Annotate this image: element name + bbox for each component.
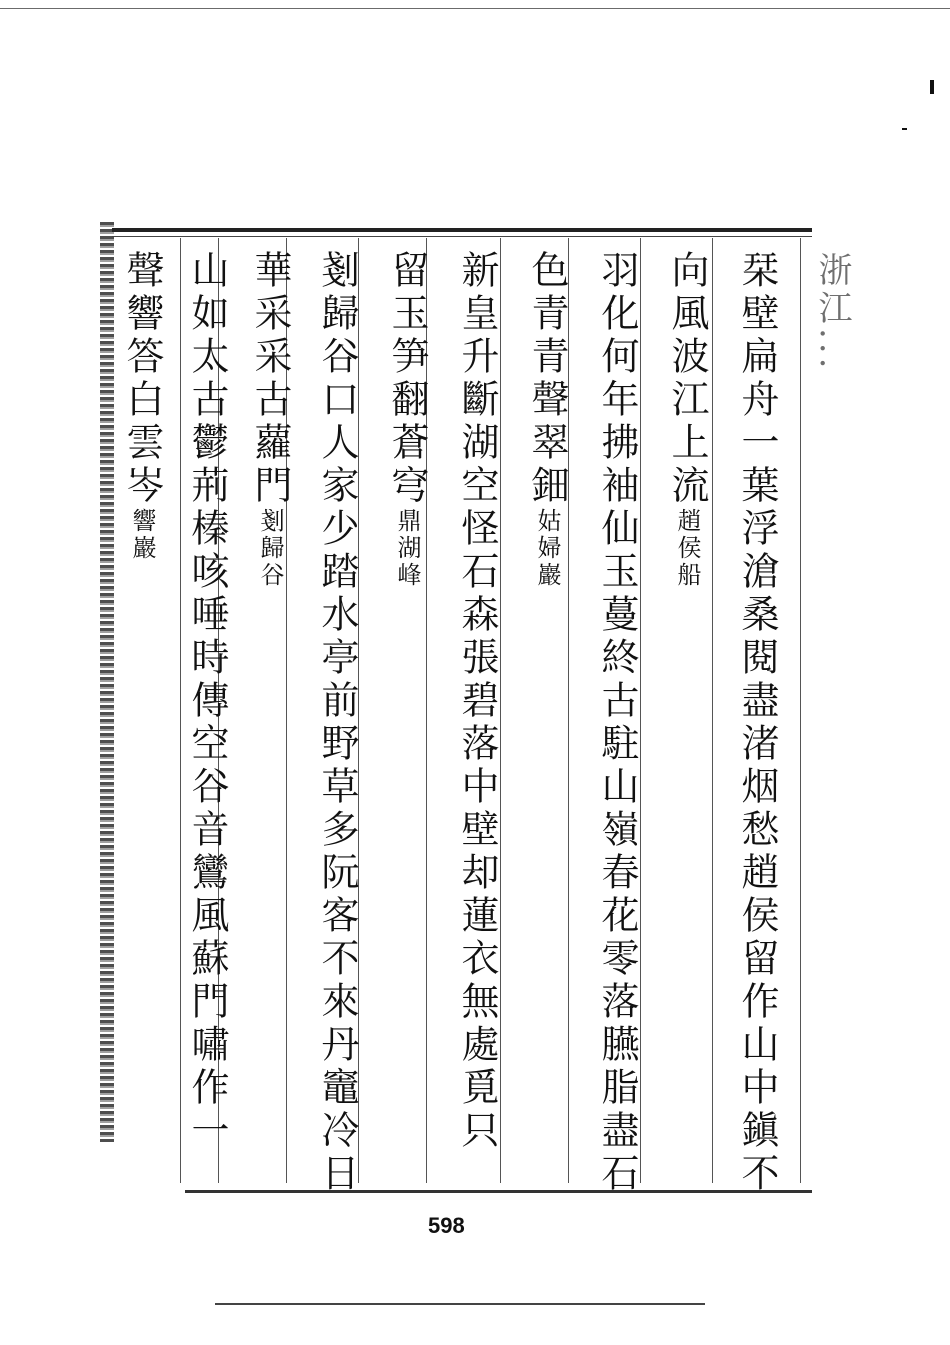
- poem-line: 山如太古鬱荊榛咳唾時傳空谷音鸞風蘇門嘯作一: [185, 250, 229, 1153]
- poem-line: 新皇升斷湖空怪石森張碧落中壁却蓮衣無處覓只: [455, 250, 499, 1153]
- poem-line: 剗歸谷口人家少踏水亭前野草多阮客不來丹竈冷日: [315, 250, 359, 1196]
- page-frame-top-inner: [112, 236, 812, 237]
- poem-title-note: 趙侯船: [673, 508, 701, 589]
- column-rule: [180, 238, 181, 1183]
- text-column-10: [120, 250, 164, 562]
- text-column-2: [665, 250, 709, 589]
- column-rule: [500, 238, 501, 1183]
- poem-line: 向風波江上流: [665, 250, 709, 508]
- text-column-8: [248, 250, 292, 589]
- poem-title-note: 響巖: [128, 508, 156, 562]
- book-page: [100, 222, 852, 1204]
- scan-speck: [902, 128, 907, 130]
- page-number: 598: [428, 1213, 465, 1238]
- column-rule: [712, 238, 713, 1183]
- poem-line: 栞壁扁舟一葉浮滄桑閱盡渚烟愁趙侯留作山中鎭不: [735, 250, 779, 1196]
- text-column-3: [595, 250, 639, 1196]
- poem-line: 留玉笋翻蒼穹: [385, 250, 429, 508]
- text-column-1: [735, 250, 779, 1196]
- scan-speck: [930, 80, 934, 94]
- poem-line: 聲響答白雲岑: [120, 250, 164, 508]
- text-column-9: [185, 250, 229, 1153]
- text-column-7: [315, 250, 359, 1196]
- poem-line: 羽化何年拂袖仙玉蔓終古駐山嶺春花零落臙脂盡石: [595, 250, 639, 1196]
- text-column-6: [385, 250, 429, 589]
- margin-header-text: 浙江...: [812, 252, 852, 373]
- poem-title-note: 鼎湖峰: [393, 508, 421, 589]
- text-column-4: [525, 250, 569, 589]
- poem-line: 華采采古蘿門: [248, 250, 292, 508]
- poem-title-note: 姑婦巖: [533, 508, 561, 589]
- column-rule: [640, 238, 641, 1183]
- page-spine-edge: [100, 222, 114, 1142]
- page-frame-top: [112, 228, 812, 232]
- column-rule: [800, 238, 801, 1183]
- top-scan-rule: [0, 8, 950, 9]
- text-column-5: [455, 250, 499, 1153]
- poem-title-note: 剗歸谷: [256, 508, 284, 589]
- poem-line: 色青青聲翠鈿: [525, 250, 569, 508]
- page-frame-bottom: [185, 1190, 812, 1193]
- bottom-scan-rule: [215, 1303, 705, 1305]
